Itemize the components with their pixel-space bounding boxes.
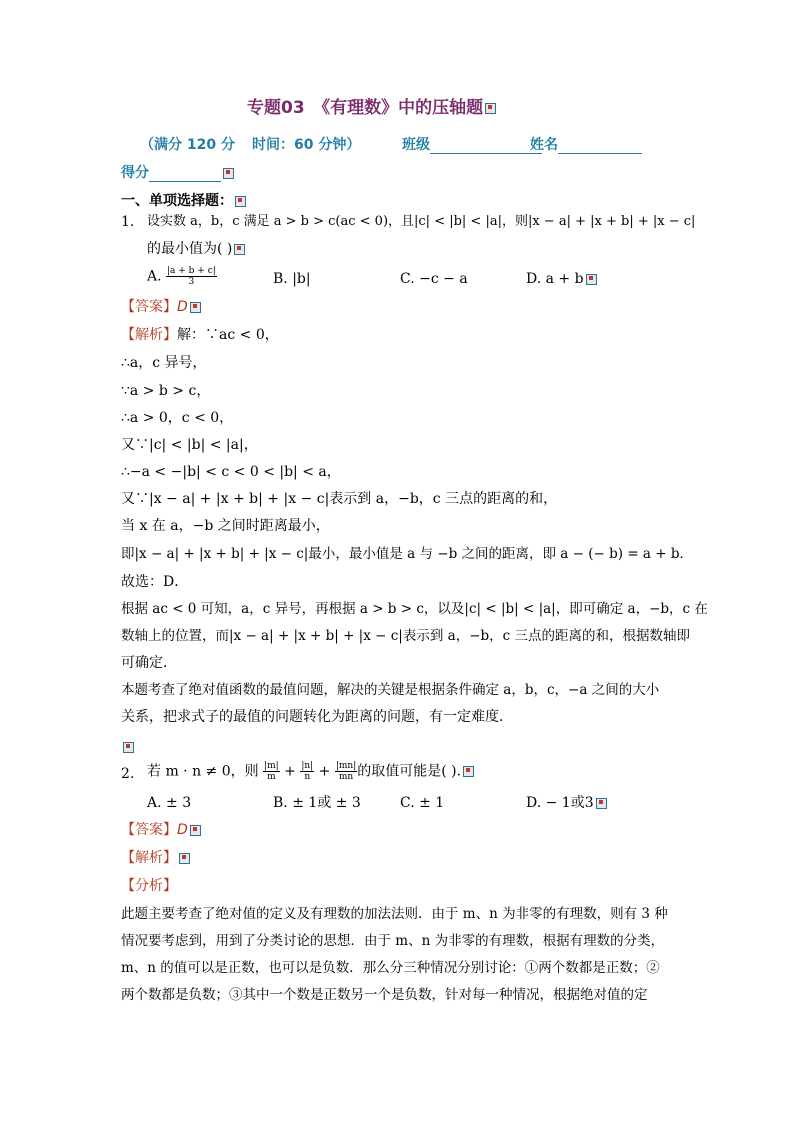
full-score-label: （满分 120 分 bbox=[140, 137, 235, 153]
q1-analysis-line: 又∵|c| < |b| < |a|， bbox=[121, 437, 258, 453]
answer-label: 【答案】 bbox=[121, 299, 177, 315]
score-label: 得分 bbox=[121, 165, 149, 181]
marker-icon bbox=[190, 302, 201, 313]
q1-analysis-line: 故选：D． bbox=[121, 574, 189, 590]
answer-label: 【答案】 bbox=[121, 822, 177, 838]
q2-analysis-line: 此题主要考查了绝对值的定义及有理数的加法法则．由于 m、n 为非零的有理数，则有 3 种 bbox=[121, 906, 668, 922]
marker-icon bbox=[179, 853, 190, 864]
q1-option-a-fraction bbox=[166, 266, 217, 287]
q2-fraction-3 bbox=[335, 761, 357, 782]
score-field[interactable] bbox=[121, 164, 234, 182]
plus-sign: + bbox=[284, 763, 296, 780]
q1-stem-line2 bbox=[147, 240, 245, 258]
marker-icon bbox=[463, 766, 474, 777]
marker-icon bbox=[586, 274, 597, 285]
q1-analysis-line: ∴a，c 异号， bbox=[121, 355, 207, 371]
q1-option-a[interactable] bbox=[147, 266, 217, 287]
answer-value: D bbox=[177, 299, 188, 315]
title-text: 专题03 《有理数》中的压轴题 bbox=[247, 98, 484, 118]
name-field[interactable] bbox=[530, 136, 642, 154]
spacer-marker bbox=[121, 738, 134, 756]
q1-analysis-line: 又∵|x − a| + |x + b| + |x − c|表示到 a，−b，c 三点的距离的和， bbox=[121, 491, 558, 507]
q1-option-d-text: D. a + b bbox=[526, 271, 584, 287]
q1-stem-line1: 设实数 a，b，c 满足 a > b > c(ac < 0)，且|c| < |b| < |a|，则|x − a| + |x + b| + |x − c| bbox=[147, 214, 696, 229]
q1-analysis-line: 根据 ac < 0 可知，a，c 异号，再根据 a > b > c，以及|c| < |b| < |a|，即可确定 a，−b，c 在 bbox=[121, 601, 708, 617]
q1-analysis-label: 【解析】 bbox=[121, 327, 177, 343]
marker-icon bbox=[123, 742, 134, 753]
section-heading bbox=[121, 192, 246, 210]
q2-option-d[interactable] bbox=[526, 794, 607, 812]
fraction-denominator: 3 bbox=[188, 277, 195, 287]
q2-fraction-1 bbox=[263, 761, 280, 782]
section-text: 一、单项选择题： bbox=[121, 193, 233, 209]
q1-analysis-line: ∵a > b > c， bbox=[121, 383, 211, 399]
q1-analysis-line: 即|x − a| + |x + b| + |x − c|最小，最小值是 a 与 −b 之间的距离，即 a − (− b) = a + b． bbox=[121, 546, 694, 562]
q2-answer bbox=[121, 821, 201, 839]
q1-analysis-line: 当 x 在 a，−b 之间时距离最小， bbox=[121, 518, 330, 534]
q2-analysis-label bbox=[121, 849, 190, 867]
q1-answer bbox=[121, 298, 201, 316]
fraction-numerator: |m| bbox=[264, 761, 279, 771]
q1-analysis-line: 关系，把求式子的最值的问题转化为距离的问题，有一定难度． bbox=[121, 709, 513, 725]
q2-fraction-2 bbox=[300, 761, 314, 782]
q1-analysis-line: 可确定． bbox=[121, 655, 177, 671]
fraction-denominator: mn bbox=[338, 772, 354, 782]
score-blank[interactable] bbox=[149, 167, 221, 182]
answer-value: D bbox=[177, 822, 188, 838]
class-field[interactable] bbox=[402, 136, 542, 154]
q1-option-c[interactable]: C. −c − a bbox=[400, 271, 468, 287]
q1-analysis-line: ∴−a < −|b| < c < 0 < |b| < a， bbox=[121, 464, 341, 480]
q2-analysis-line: 情况要考虑到，用到了分类讨论的思想．由于 m、n 为非零的有理数，根据有理数的分类， bbox=[121, 933, 665, 949]
q2-stem bbox=[147, 761, 474, 782]
q2-option-d-text: D. − 1或3 bbox=[526, 795, 594, 811]
marker-icon bbox=[234, 244, 245, 255]
plus-sign: + bbox=[318, 763, 331, 780]
q2-analysis-line: m、n 的值可以是正数，也可以是负数．那么分三种情况分别讨论：①两个数都是正数；② bbox=[121, 960, 660, 976]
q1-option-d[interactable] bbox=[526, 270, 597, 288]
fraction-numerator: |mn| bbox=[335, 761, 357, 771]
name-blank[interactable] bbox=[558, 139, 642, 154]
q2-option-a[interactable]: A. ± 3 bbox=[147, 795, 192, 811]
name-label: 姓名 bbox=[530, 137, 558, 153]
time-label: 时间：60 分钟） bbox=[252, 137, 361, 153]
class-label: 班级 bbox=[402, 137, 430, 153]
doc-title bbox=[247, 99, 496, 117]
q1-analysis-line: 数轴上的位置，而|x − a| + |x + b| + |x − c|表示到 a，−b，c 三点的距离的和，根据数轴即 bbox=[121, 628, 690, 644]
q1-option-a-label: A. bbox=[147, 268, 162, 285]
q1-analysis-line: 解：∵ac < 0， bbox=[177, 327, 279, 343]
class-blank[interactable] bbox=[430, 139, 542, 154]
q2-stem-post: 的取值可能是( ). bbox=[357, 763, 462, 780]
q2-number: 2. bbox=[121, 766, 135, 782]
q1-number: 1. bbox=[121, 214, 135, 230]
fraction-denominator: n bbox=[304, 772, 311, 782]
analysis-label: 【解析】 bbox=[121, 850, 177, 866]
marker-icon bbox=[190, 825, 201, 836]
q1-analysis-line: ∴a > 0，c < 0， bbox=[121, 410, 234, 426]
marker-icon bbox=[235, 196, 246, 207]
fraction-numerator: |n| bbox=[301, 761, 314, 771]
q2-option-c[interactable]: C. ± 1 bbox=[400, 795, 445, 811]
marker-icon bbox=[596, 798, 607, 809]
fraction-numerator: |a + b + c| bbox=[167, 266, 216, 276]
q1-stem-text: 的最小值为( ) bbox=[147, 241, 233, 257]
q2-option-b[interactable]: B. ± 1或 ± 3 bbox=[273, 795, 361, 811]
q1-option-b[interactable]: B. |b| bbox=[273, 271, 311, 287]
marker-icon bbox=[485, 103, 496, 114]
q1-analysis-line: 本题考查了绝对值函数的最值问题，解决的关键是根据条件确定 a，b，c，−a 之间的大小 bbox=[121, 682, 660, 698]
q2-analysis-line: 两个数都是负数；③其中一个数是正数另一个是负数，针对每一种情况，根据绝对值的定 bbox=[121, 987, 648, 1003]
q2-fenxi-label: 【分析】 bbox=[121, 878, 177, 894]
fraction-denominator: m bbox=[267, 772, 276, 782]
q2-stem-pre: 若 m · n ≠ 0，则 bbox=[147, 763, 259, 780]
marker-icon bbox=[223, 168, 234, 179]
